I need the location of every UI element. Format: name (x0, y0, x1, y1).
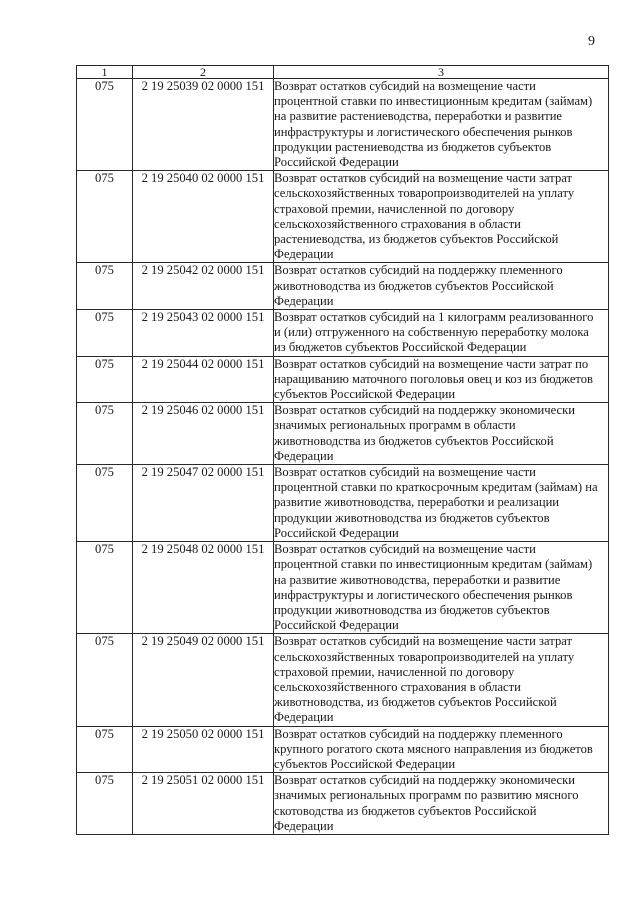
description-line: Возврат остатков субсидий на возмещение части затрат по (274, 356, 589, 371)
description-cell (274, 263, 609, 310)
description-line: сельскохозяйственных товаропроизводителей на уплату (274, 186, 575, 201)
budget-code-cell: 2 19 25048 02 0000 151 (133, 542, 274, 634)
description-line: крупного рогатого скота мясного направления из бюджетов (274, 741, 593, 756)
description-line: наращиванию маточного поголовья овец и коз из бюджетов (274, 371, 593, 386)
admin-code-cell: 075 (77, 171, 133, 263)
table-row (77, 634, 609, 726)
description-line: страховой премии, начисленной по договору (274, 664, 515, 679)
description-line: процентной ставки по краткосрочным кредитам (займам) на (274, 480, 598, 495)
budget-code-cell: 2 19 25050 02 0000 151 (133, 726, 274, 773)
description-cell (274, 465, 609, 542)
admin-code-cell: 075 (77, 263, 133, 310)
budget-code-cell: 2 19 25044 02 0000 151 (133, 356, 274, 403)
description-line: и (или) отгруженного на собственную переработку молока (274, 325, 589, 340)
admin-code-cell: 075 (77, 773, 133, 835)
description-cell (274, 634, 609, 726)
description-line: Возврат остатков субсидий на возмещение части затрат (274, 634, 573, 649)
column-header-1: 1 (77, 66, 133, 79)
description-line: Возврат остатков субсидий на возмещение части (274, 465, 536, 480)
table-row (77, 726, 609, 773)
table-row (77, 403, 609, 465)
admin-code-cell: 075 (77, 634, 133, 726)
table-row (77, 356, 609, 403)
description-line: инфраструктуры и логистического обеспечения рынков (274, 124, 573, 139)
table-row (77, 79, 609, 171)
description-cell (274, 403, 609, 465)
description-line: скотоводства из бюджетов субъектов Российской (274, 803, 537, 818)
description-line: Российской Федерации (274, 155, 399, 170)
description-line: развитие животноводства, переработки и реализации (274, 495, 560, 510)
description-line: страховой премии, начисленной по договору (274, 201, 515, 216)
header-row (77, 66, 609, 79)
description-line: продукции растениеводства из бюджетов субъектов (274, 139, 552, 154)
description-line: животноводства из бюджетов субъектов Российской (274, 433, 554, 448)
budget-code-cell: 2 19 25049 02 0000 151 (133, 634, 274, 726)
description-line: значимых региональных программ в области (274, 418, 516, 433)
description-line: Возврат остатков субсидий на поддержку экономически (274, 773, 575, 788)
description-line: Федерации (274, 293, 334, 308)
description-line: инфраструктуры и логистического обеспечения рынков (274, 587, 573, 602)
description-line: Федерации (274, 818, 334, 833)
admin-code-cell: 075 (77, 79, 133, 171)
description-cell (274, 171, 609, 263)
admin-code-cell: 075 (77, 542, 133, 634)
description-line: Федерации (274, 710, 334, 725)
description-line: продукции животноводства из бюджетов субъектов (274, 510, 550, 525)
description-line: значимых региональных программ по развитию мясного (274, 788, 579, 803)
budget-code-cell: 2 19 25047 02 0000 151 (133, 465, 274, 542)
description-line: субъектов Российской Федерации (274, 387, 456, 402)
admin-code-cell: 075 (77, 465, 133, 542)
column-header-3: 3 (274, 66, 609, 79)
admin-code-cell: 075 (77, 726, 133, 773)
description-line: продукции животноводства из бюджетов субъектов (274, 602, 550, 617)
admin-code-cell: 075 (77, 356, 133, 403)
description-line: сельскохозяйственного страхования в области (274, 679, 521, 694)
description-line: Возврат остатков субсидий на возмещение части (274, 542, 536, 557)
description-line: Возврат остатков субсидий на поддержку экономически (274, 403, 575, 418)
description-cell (274, 310, 609, 357)
description-line: Возврат остатков субсидий на возмещение части затрат (274, 171, 573, 186)
table-row (77, 465, 609, 542)
description-line: из бюджетов субъектов Российской Федерации (274, 340, 527, 355)
description-line: сельскохозяйственного страхования в области (274, 216, 521, 231)
budget-code-cell: 2 19 25040 02 0000 151 (133, 171, 274, 263)
description-line: субъектов Российской Федерации (274, 756, 456, 771)
description-line: Федерации (274, 448, 334, 463)
description-line: растениеводства, из бюджетов субъектов Российской (274, 232, 559, 247)
description-cell (274, 542, 609, 634)
admin-code-cell: 075 (77, 310, 133, 357)
table-row (77, 171, 609, 263)
description-line: Российской Федерации (274, 618, 399, 633)
table-row (77, 263, 609, 310)
table-row (77, 542, 609, 634)
table-row (77, 310, 609, 357)
description-line: процентной ставки по инвестиционным кредитам (займам) (274, 94, 593, 109)
description-line: Федерации (274, 247, 334, 262)
budget-code-cell: 2 19 25046 02 0000 151 (133, 403, 274, 465)
budget-codes-table (76, 65, 609, 835)
description-line: на развитие животноводства, переработки и развитие (274, 572, 561, 587)
description-line: Возврат остатков субсидий на поддержку племенного (274, 263, 563, 278)
description-cell (274, 773, 609, 835)
description-line: процентной ставки по инвестиционным кредитам (займам) (274, 557, 593, 572)
column-header-2: 2 (133, 66, 274, 79)
description-line: сельскохозяйственных товаропроизводителей на уплату (274, 649, 575, 664)
description-line: Возврат остатков субсидий на возмещение части (274, 79, 536, 93)
admin-code-cell: 075 (77, 403, 133, 465)
budget-code-cell: 2 19 25051 02 0000 151 (133, 773, 274, 835)
description-cell (274, 356, 609, 403)
page-number: 9 (588, 34, 595, 49)
description-cell (274, 79, 609, 171)
budget-code-cell: 2 19 25039 02 0000 151 (133, 79, 274, 171)
table-row (77, 773, 609, 835)
description-line: Возврат остатков субсидий на 1 килограмм реализованного (274, 310, 594, 325)
description-line: животноводства из бюджетов субъектов Российской (274, 278, 554, 293)
description-line: на развитие растениеводства, переработки и развитие (274, 109, 563, 124)
description-line: животноводства, из бюджетов субъектов Российской (274, 695, 557, 710)
budget-code-cell: 2 19 25042 02 0000 151 (133, 263, 274, 310)
description-line: Возврат остатков субсидий на поддержку племенного (274, 726, 563, 741)
budget-code-cell: 2 19 25043 02 0000 151 (133, 310, 274, 357)
description-cell (274, 726, 609, 773)
description-line: Российской Федерации (274, 525, 399, 540)
